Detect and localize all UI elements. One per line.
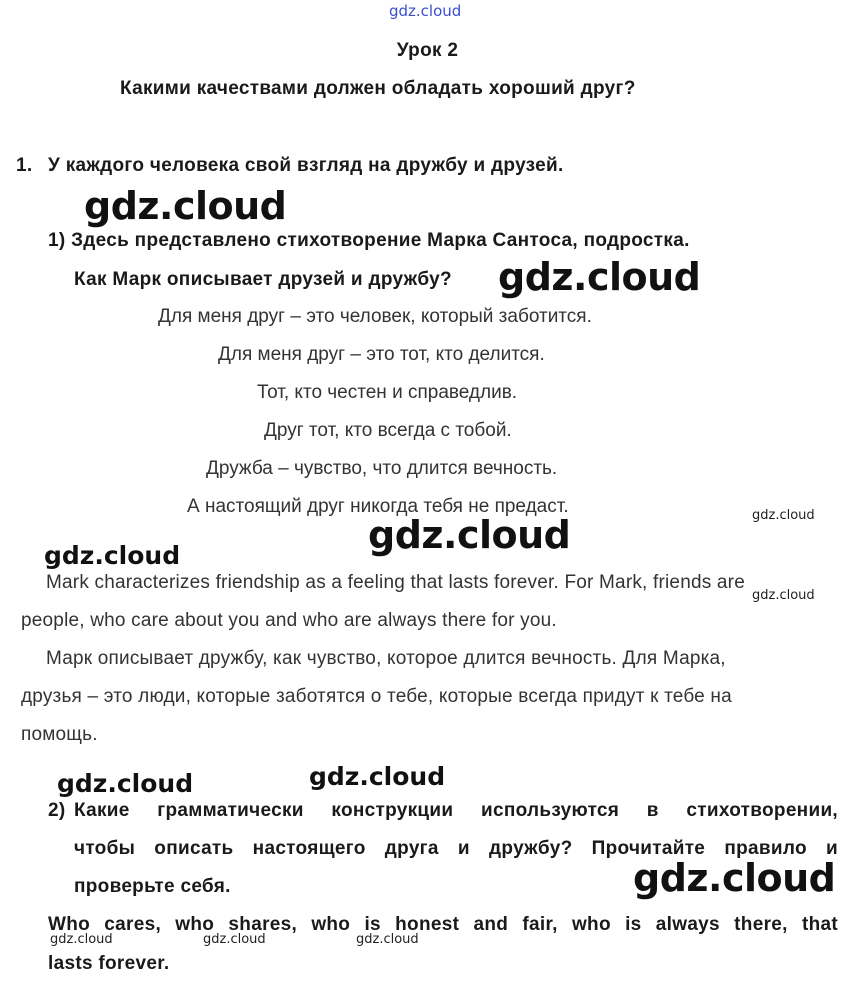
subtask-1-line-1: 1) Здесь представлено стихотворение Марка Сантоса, подростка. xyxy=(48,230,690,251)
watermark: gdz.cloud xyxy=(498,255,701,299)
lesson-title: Урок 2 xyxy=(396,40,459,61)
watermark: gdz.cloud xyxy=(752,588,815,603)
subtask-2-number: 2) xyxy=(48,800,66,821)
answer-2-line-2: lasts forever. xyxy=(48,953,170,974)
poem-line: Тот, кто честен и справедлив. xyxy=(257,382,518,403)
subtask-2-line-1: Какие грамматически конструкции используются в стихотворении, xyxy=(74,800,838,821)
watermark: gdz.cloud xyxy=(203,932,266,947)
answer-en-line-1: Mark characterizes friendship as a feeling that lasts forever. For Mark, friends are xyxy=(46,572,745,593)
watermark: gdz.cloud xyxy=(44,541,181,570)
watermark-top: gdz.cloud xyxy=(389,2,462,20)
answer-ru-line-1: Марк описывает дружбу, как чувство, которое длится вечность. Для Марка, xyxy=(46,648,726,669)
poem-line: Для меня друг – это человек, который заботится. xyxy=(158,306,592,327)
subtask-1-line-2: Как Марк описывает друзей и дружбу? xyxy=(74,269,452,290)
poem-line: Друг тот, кто всегда с тобой. xyxy=(264,420,512,441)
watermark: gdz.cloud xyxy=(57,769,194,798)
answer-en-line-2: people, who care about you and who are always there for you. xyxy=(21,610,557,631)
watermark: gdz.cloud xyxy=(84,184,287,228)
watermark: gdz.cloud xyxy=(50,932,113,947)
subtask-2-line-3: проверьте себя. xyxy=(74,876,231,897)
answer-2-line-1: Who cares, who shares, who is honest and fair, who is always there, that xyxy=(48,914,838,935)
task-number: 1. xyxy=(16,155,33,176)
watermark: gdz.cloud xyxy=(356,932,419,947)
task-text: У каждого человека свой взгляд на дружбу и друзей. xyxy=(48,155,564,176)
answer-ru-line-2: друзья – это люди, которые заботятся о тебе, которые всегда придут к тебе на xyxy=(21,686,732,707)
watermark: gdz.cloud xyxy=(309,762,446,791)
watermark: gdz.cloud xyxy=(752,508,815,523)
answer-ru-line-3: помощь. xyxy=(21,724,98,745)
subtask-2-line-2: чтобы описать настоящего друга и дружбу? Прочитайте правило и xyxy=(74,838,838,859)
poem-line: Дружба – чувство, что длится вечность. xyxy=(206,458,558,479)
poem-line: А настоящий друг никогда тебя не предаст. xyxy=(187,496,569,517)
watermark: gdz.cloud xyxy=(633,856,836,900)
watermark: gdz.cloud xyxy=(368,513,571,557)
lesson-question: Какими качествами должен обладать хороший друг? xyxy=(120,78,636,99)
poem-line: Для меня друг – это тот, кто делится. xyxy=(218,344,545,365)
